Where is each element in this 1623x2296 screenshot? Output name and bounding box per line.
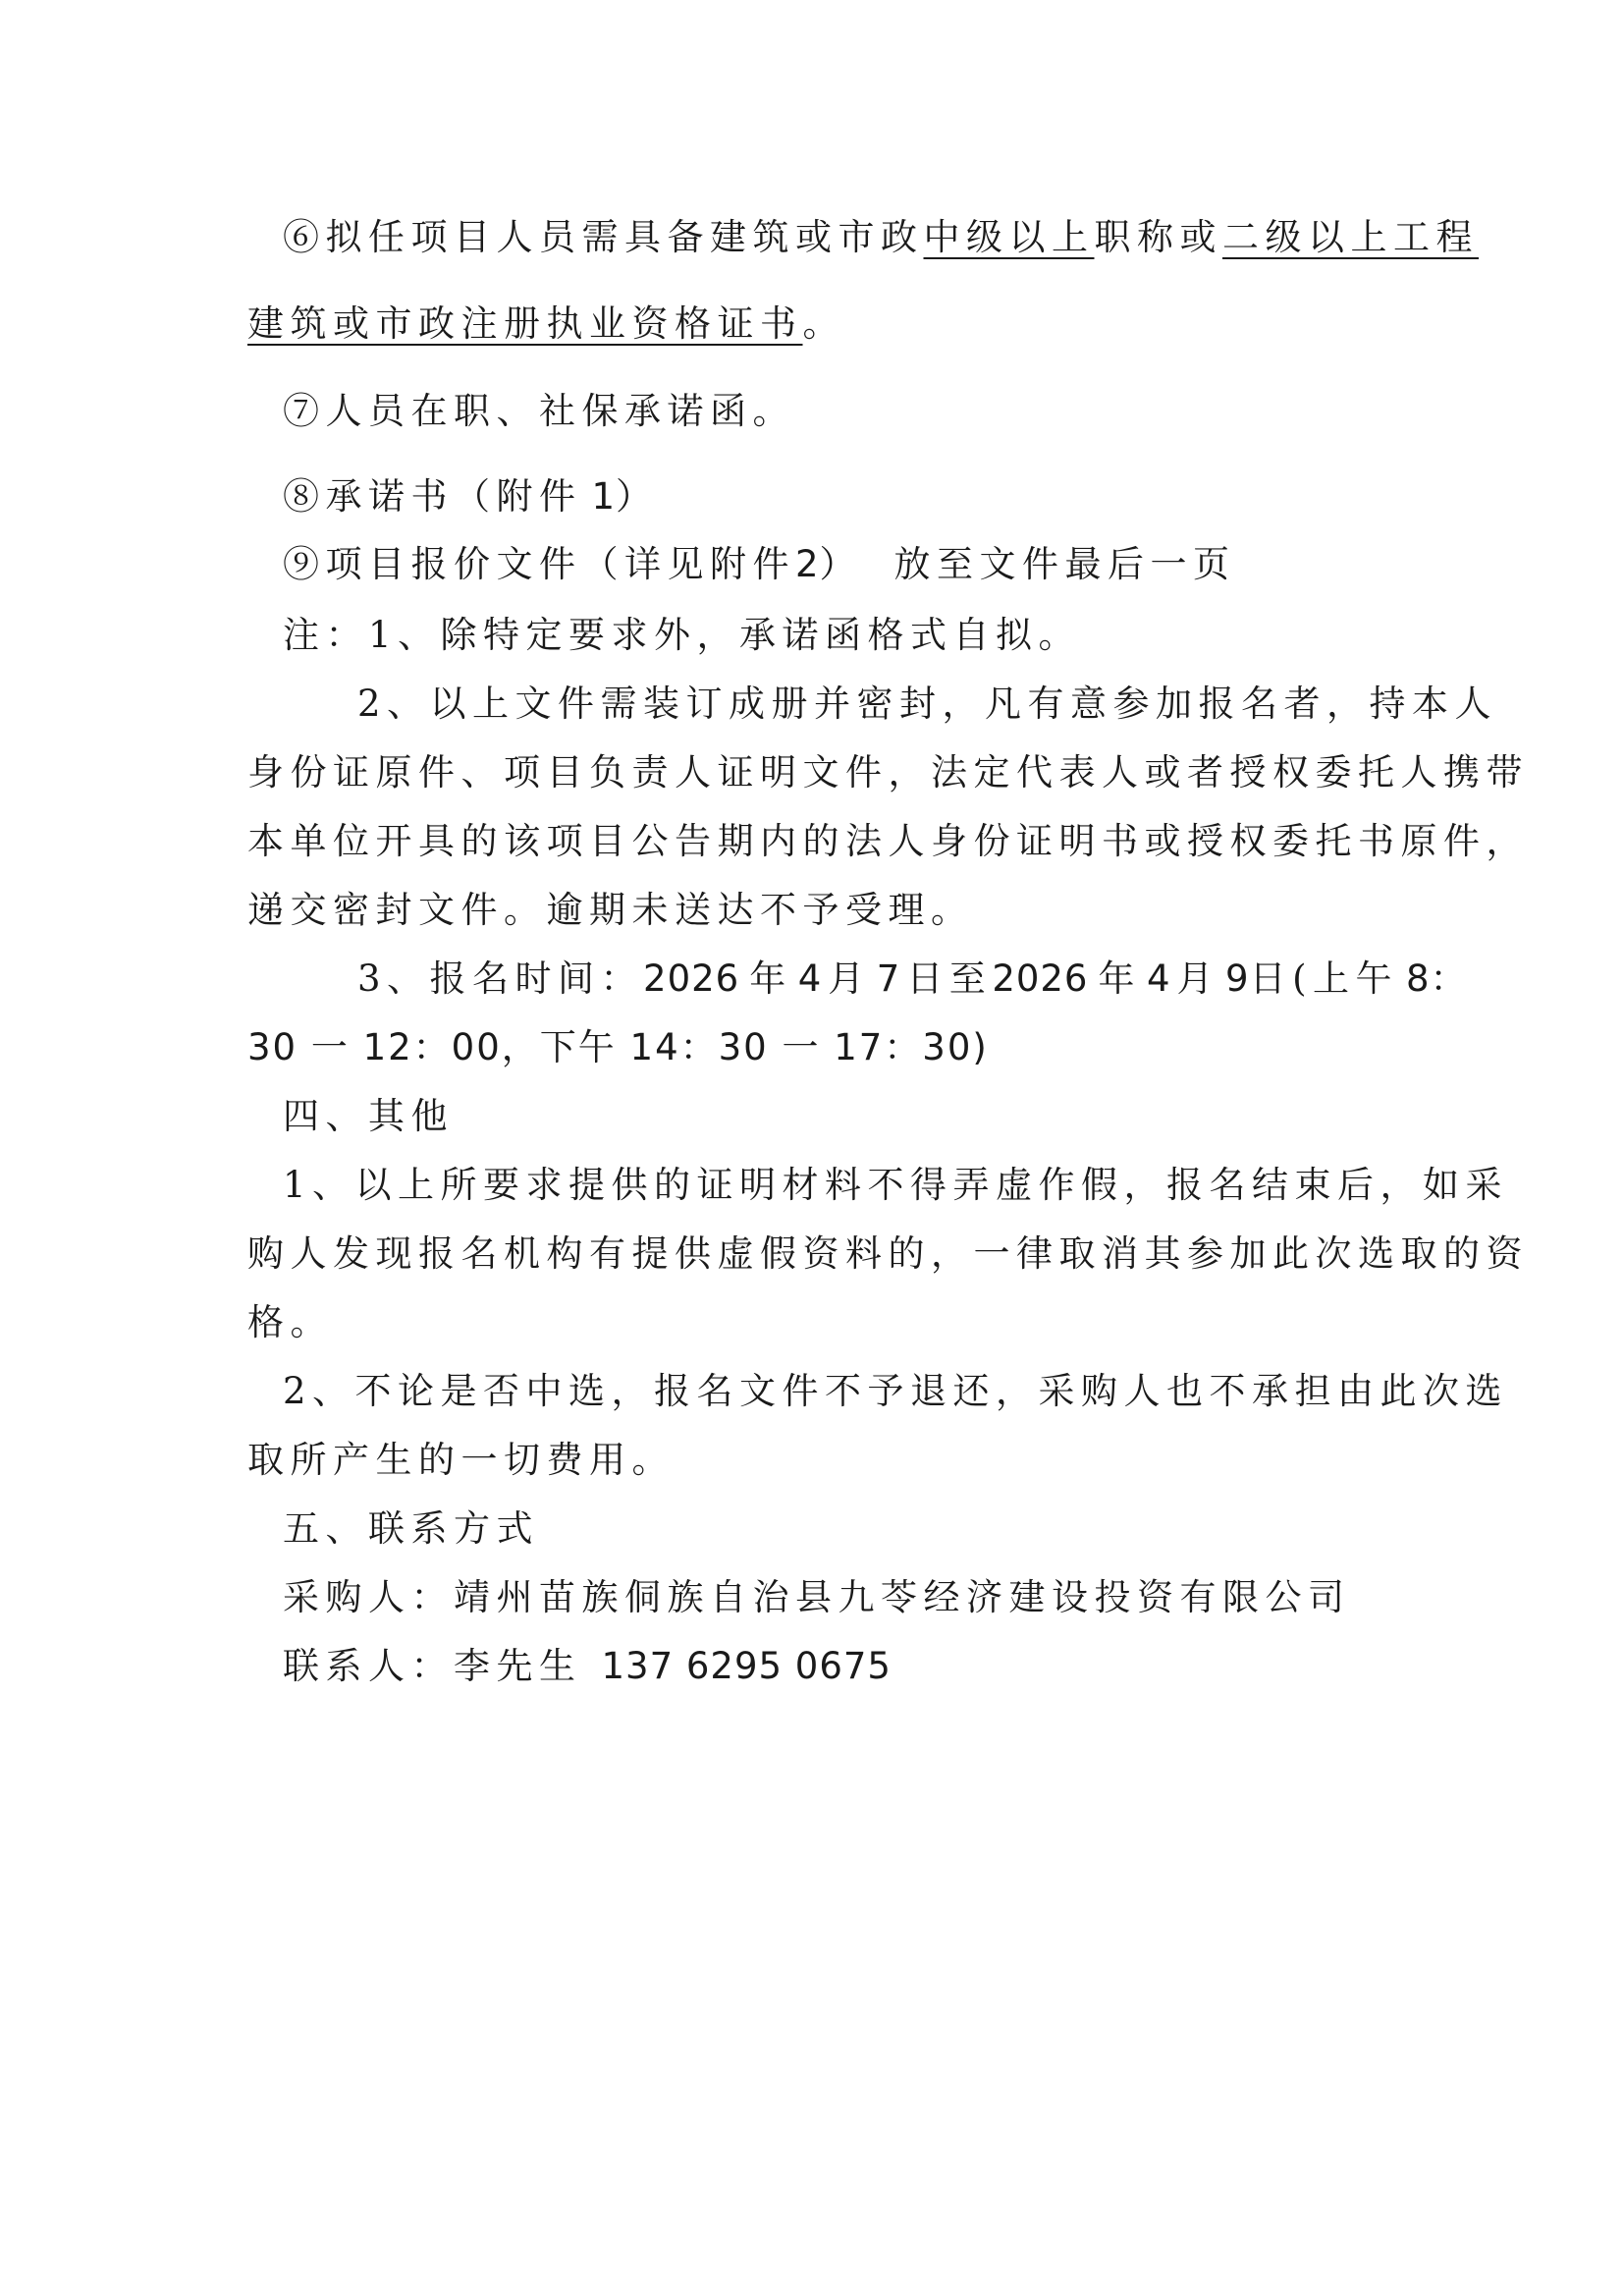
section5-phone: 137 6295 0675 bbox=[601, 1645, 892, 1687]
section5-heading: 五、联系方式 bbox=[283, 1507, 539, 1550]
item6-line1 bbox=[283, 214, 1479, 261]
item9 bbox=[283, 541, 1236, 588]
note1: 注：1、除特定要求外，承诺函格式自拟。 bbox=[283, 614, 1082, 656]
section4-p2-line2: 取所产生的一切费用。 bbox=[247, 1439, 675, 1481]
section5-purchaser: 采购人：靖州苗族侗族自治县九苓经济建设投资有限公司 bbox=[283, 1576, 1351, 1618]
note3-d2: 9 bbox=[1225, 957, 1250, 1000]
note2-line3: 本单位开具的该项目公告期内的法人身份证明书或授权委托书原件， bbox=[247, 820, 1529, 862]
section4-p1-line2: 购人发现报名机构有提供虚假资料的，一律取消其参加此次选取的资 bbox=[247, 1232, 1529, 1275]
note3-m2: 4 bbox=[1146, 957, 1171, 1000]
item6-underline-level2: 二级以上工程 bbox=[1222, 216, 1479, 258]
note3-f: 月 bbox=[1176, 957, 1220, 1000]
item6-line2 bbox=[247, 301, 845, 348]
section4-heading: 四、其他 bbox=[283, 1095, 454, 1137]
item8 bbox=[283, 473, 653, 520]
note3-e: 年 bbox=[1098, 957, 1141, 1000]
section5-contact bbox=[283, 1643, 892, 1690]
note3-y2: 2026 bbox=[992, 957, 1089, 1000]
item8-text: ⑧承诺书（附件 bbox=[283, 475, 582, 518]
note2-line2: 身份证原件、项目负责人证明文件，法定代表人或者授权委托人携带 bbox=[247, 751, 1529, 793]
item9-num: 2） bbox=[795, 543, 857, 585]
section4-p1-line3: 格。 bbox=[247, 1301, 333, 1343]
section4-p2-line1: 2、不论是否中选，报名文件不予退还，采购人也不承担由此次选 bbox=[283, 1370, 1509, 1412]
note2-line1: 2、以上文件需装订成册并密封，凡有意参加报名者，持本人 bbox=[357, 683, 1498, 725]
item6-prefix: ⑥拟任项目人员需具备建筑或市政 bbox=[283, 216, 924, 258]
item6-end: 。 bbox=[802, 302, 845, 345]
item9-a: ⑨项目报价文件（详见附件 bbox=[283, 543, 795, 585]
note3-d: 日至 bbox=[906, 957, 993, 1000]
item8-num: 1） bbox=[591, 475, 654, 518]
section4-p1-line1: 1、以上所要求提供的证明材料不得弄虚作假，报名结束后，如采 bbox=[283, 1164, 1509, 1206]
note2-line4: 递交密封文件。逾期未送达不予受理。 bbox=[247, 889, 974, 931]
item6-underline-mid-title: 中级以上 bbox=[923, 216, 1095, 258]
item6-underline-cert: 建筑或市政注册执业资格证书 bbox=[247, 302, 803, 345]
note3-h: 8： bbox=[1406, 957, 1468, 1000]
note3-y1: 2026 bbox=[643, 957, 740, 1000]
note3-line1 bbox=[357, 956, 1468, 1003]
note3-c: 月 bbox=[828, 957, 871, 1000]
item7: ⑦人员在职、社保承诺函。 bbox=[283, 390, 795, 432]
item9-b: 放至文件最后一页 bbox=[893, 543, 1236, 585]
note3-a: 3、报名时间： bbox=[357, 957, 644, 1000]
note3-m1: 4 bbox=[797, 957, 823, 1000]
item6-mid: 职称或 bbox=[1094, 216, 1222, 258]
note3-g: 日(上午 bbox=[1249, 957, 1399, 1000]
section5-contact-label: 联系人：李先生 bbox=[283, 1645, 582, 1687]
note3-b: 年 bbox=[749, 957, 792, 1000]
note3-d1: 7 bbox=[876, 957, 901, 1000]
note3-line2: 30 一 12：00，下午 14：30 一 17：30) bbox=[247, 1026, 989, 1068]
